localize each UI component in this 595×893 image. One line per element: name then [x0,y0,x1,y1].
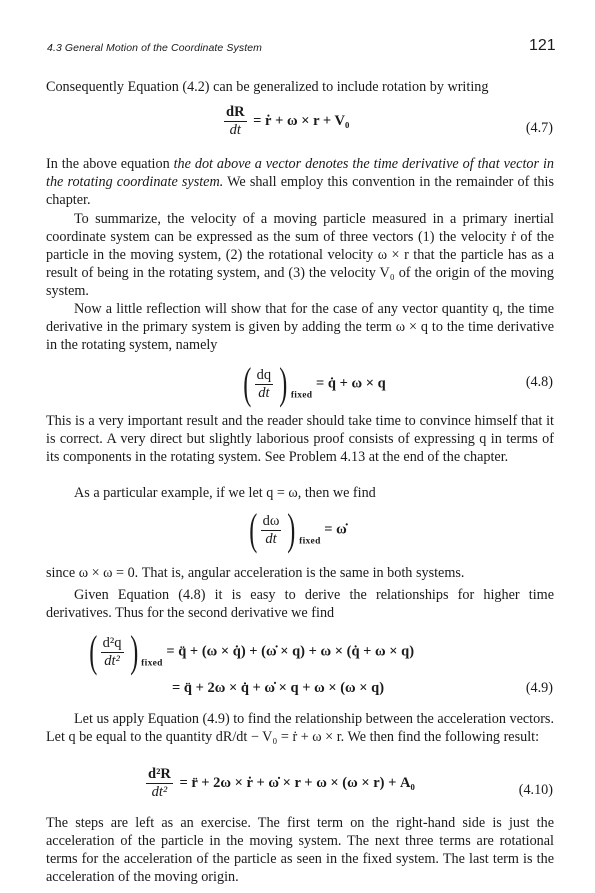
paragraph-since: since ω × ω = 0. That is, angular acceleration is the same in both systems. [46,565,465,581]
equation-4-8: ( $\frac{dq}{dt}$ ) $_{fixed}$ = q̇ + ω × q [243,359,386,408]
equation-rhs: = ṙ + ω × r + V₀ [253,112,350,129]
equation-label: (4.8) [525,374,553,390]
paragraph-example: As a particular example, if we let q = ω, then we find [74,485,376,501]
paragraph-apply: Let us apply Equation (4.9) to find the relationship between the acceleration vectors. Let q be equal to the quantity dR/dt − V₀ = ṙ + ω × r. We then find the following result: [46,711,554,745]
fraction: $\frac{dR}{dt}$ [226,104,245,138]
equation-omega: ( $\frac{d\omega}{dt}$ ) $_{fixed}$ = ω̇ [249,505,347,554]
equation-rhs: = q̇ + ω × q [316,375,386,392]
equation-rhs: = r̈ + 2ω × ṙ + ω̇ × r + ω × (ω × r) + A₀ [179,774,415,791]
paragraph-reflection: Now a little reflection will show that for the case of any vector quantity q, the time derivative in the primary system is given by adding the term ω × q to the time derivative in the rotating system, namely [46,301,554,353]
paragraph-important: This is a very important result and the reader should take time to convince himself that it is correct. A very direct but slightly laborious proof consists of expressing q in terms of its components in the rotating system. See Problem 4.13 at the end of the chapter. [46,413,554,465]
running-header: 4.3 General Motion of the Coordinate System [47,42,262,54]
equation-4-9-line1: ( $\frac{\text{d²q}}{\text{dt²}}$ ) $_{fixed}$ = q̈ + (ω × q̇) + (ω̇ × q) + ω × (q̇ + ω × q) [89,627,415,676]
fraction: $\frac{\text{d²q}}{\text{dt²}}$ [102,634,122,669]
paragraph-summary: To summarize, the velocity of a moving particle measured in a primary inertial coordinate system can be expressed as the sum of three vectors (1) the velocity ṙ of the particle in the moving system, (2) the rotational velocity ω × r that the particle has as a result of being in the rotating system, and (3) the velocity V₀ of the origin of the moving system. [46,211,554,299]
paragraph-steps: The steps are left as an exercise. The first term on the right-hand side is just the acceleration of the particle in the moving system. The next three terms are rotational terms for the acceleration of the particle as seen in the fixed system. The last term is the acceleration of the moving origin. [46,815,554,885]
paragraph-convention: In the above equation the dot above a vector denotes the time derivative of that vector in the rotating coordinate system. We shall employ this convention in the remainder of this chapter. [46,156,554,208]
paragraph-higher-derivatives: Given Equation (4.8) it is easy to derive the relationships for higher time derivatives. Thus for the second derivative we find [46,587,554,621]
page-number: 121 [529,37,556,54]
equation-rhs: = q̈ + (ω × q̇) + (ω̇ × q) + ω × (q̇ + ω × q) [166,643,415,660]
fraction: $\frac{dq}{dt}$ [256,366,272,401]
equation-4-7 [224,104,349,139]
fraction: $\frac{\text{d²R}}{\text{dt²}}$ [148,766,171,800]
equation-label: (4.10) [518,782,553,798]
equation-4-10 [146,766,415,801]
equation-rhs: = ω̇ [324,521,347,538]
fraction: $\frac{d\omega}{dt}$ [262,512,280,547]
paragraph-intro: Consequently Equation (4.2) can be generalized to include rotation by writing [46,79,489,95]
equation-label: (4.7) [525,120,553,136]
equation-label: (4.9) [525,680,553,696]
equation-4-9-line2: = q̈ + 2ω × q̇ + ω̇ × q + ω × (ω × q) [172,680,385,696]
